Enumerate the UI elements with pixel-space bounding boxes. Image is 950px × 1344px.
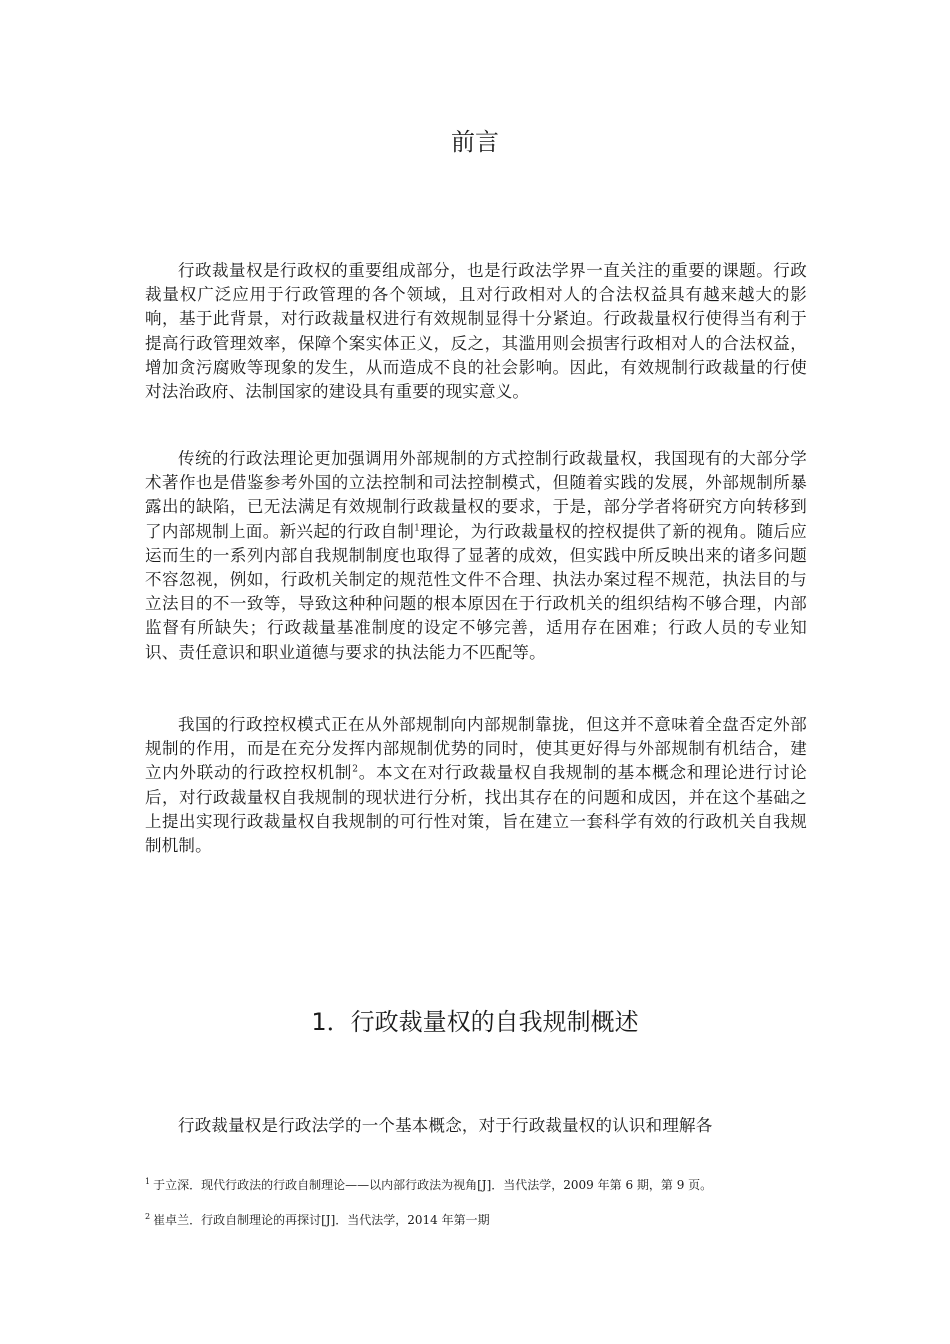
footnote-text: 崔卓兰．行政自制理论的再探讨[J]．当代法学，2014 年第一期 xyxy=(153,1213,490,1227)
paragraph-text-part: 理论，为行政裁量权的控权提供了新的视角。随后应运而生的一系列内部自我规制制度也取得了显著的成效，但实践中所反映出来的诸多问题不容忽视，例如，行政机关制定的规范性文件不合理、执法办案过程不规范，执法目的与立法目的不一致等，导致这种种问题的根本原因在于行政机关的组织结构不够合理，内部监督有所缺失；行政裁量基准制度的设定不够完善，适用存在困难；行政人员的专业知识、责任意识和职业道德与要求的执法能力不匹配等。 xyxy=(145,521,807,662)
footnote-reference[interactable]: 2 xyxy=(352,764,359,775)
section-1-paragraph xyxy=(145,1114,807,1138)
paragraph-text: 行政裁量权是行政法学的一个基本概念，对于行政裁量权的认识和理解各 xyxy=(178,1116,713,1135)
paragraph-text-part: 。本文在对行政裁量权自我规制的基本概念和理论进行讨论后，对行政裁量权自我规制的现状进行分析，找出其存在的问题和成因，并在这个基础之上提出实现行政裁量权自我规制的可行性对策，旨在建立一套科学有效的行政机关自我规制机制。 xyxy=(145,763,808,856)
preface-paragraph-2 xyxy=(145,447,807,665)
paragraph-text-part: 我国的行政控权模式正在从外部规制向内部规制靠拢，但这并不意味着全盘否定外部规制的作用，而是在充分发挥内部规制优势的同时，使其更好得与外部规制有机结合，建立内外联动的行政控权机制 xyxy=(145,715,807,783)
paragraph-text-part: 传统的行政法理论更加强调用外部规制的方式控制行政裁量权，我国现有的大部分学术著作也是借鉴参考外国的立法控制和司法控制模式，但随着实践的发展，外部规制所暴露出的缺陷，已无法满足有效规制行政裁量权的要求，于是，部分学者将研究方向转移到了内部规制上面。新兴起的行政自制 xyxy=(145,449,807,541)
footnote-text: 于立深．现代行政法的行政自制理论——以内部行政法为视角[J]．当代法学，2009 年第 6 期，第 9 页。 xyxy=(153,1178,713,1192)
paragraph-text xyxy=(145,713,807,858)
footnote-mark: 2 xyxy=(145,1212,151,1221)
paragraph-text xyxy=(145,447,807,665)
footnote-2 xyxy=(145,1212,825,1228)
footnote-1 xyxy=(145,1177,825,1193)
preface-paragraph-3 xyxy=(145,713,807,858)
preface-paragraph-1 xyxy=(145,259,807,404)
preface-title: 前言 xyxy=(451,128,499,156)
footnote-mark: 1 xyxy=(145,1177,151,1186)
section-1-title: 1．行政裁量权的自我规制概述 xyxy=(311,1008,639,1036)
paragraph-text: 行政裁量权是行政权的重要组成部分，也是行政法学界一直关注的重要的课题。行政裁量权广泛应用于行政管理的各个领域，且对行政相对人的合法权益具有越来越大的影响，基于此背景，对行政裁量权进行有效规制显得十分紧迫。行政裁量权行使得当有利于提高行政管理效率，保障个案实体正义，反之，其滥用则会损害行政相对人的合法权益，增加贪污腐败等现象的发生，从而造成不良的社会影响。因此，有效规制行政裁量的行使对法治政府、法制国家的建设具有重要的现实意义。 xyxy=(145,261,807,402)
footnote-reference[interactable]: 1 xyxy=(414,523,421,534)
